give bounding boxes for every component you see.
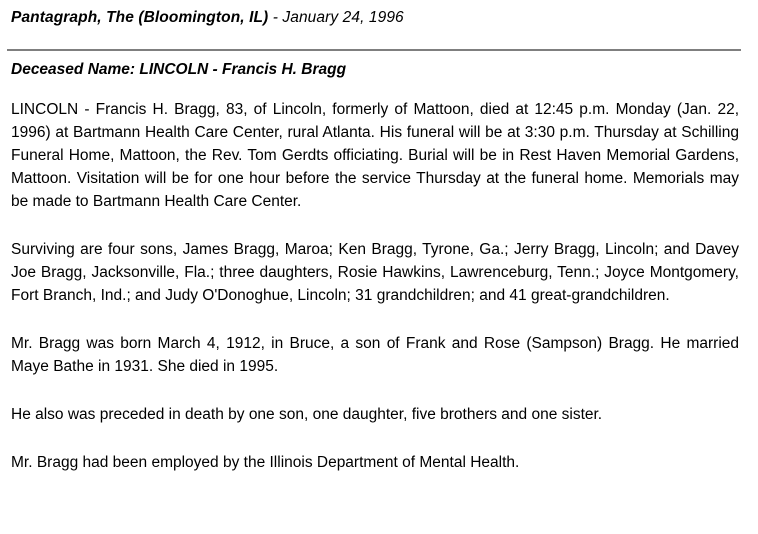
header-divider <box>7 49 741 51</box>
obituary-body <box>11 98 739 499</box>
deceased-name: LINCOLN - Francis H. Bragg <box>139 61 347 78</box>
deceased-label: Deceased Name: <box>11 61 140 78</box>
publication-date: - January 24, 1996 <box>268 9 404 26</box>
deceased-heading <box>11 61 346 79</box>
publication-header <box>11 9 404 27</box>
obituary-paragraph: He also was preceded in death by one son, one daughter, five brothers and one sister. <box>11 406 603 423</box>
obituary-paragraph: Mr. Bragg had been employed by the Illinois Department of Mental Health. <box>11 454 520 471</box>
obituary-paragraph: Surviving are four sons, James Bragg, Maroa; Ken Bragg, Tyrone, Ga.; Jerry Bragg, Lincoln; and Davey Joe Bragg, Jacksonville, Fla.; three daughters, Rosie Hawkins, Lawrenceburg, Tenn.; Joyce Montgomery, Fort Branch, Ind.; and Judy O'Donoghue, Lincoln; 31 grandchildren; and 41 great-grandchildren. <box>11 241 739 304</box>
obituary-paragraph: LINCOLN - Francis H. Bragg, 83, of Lincoln, formerly of Mattoon, died at 12:45 p.m. Monday (Jan. 22, 1996) at Bartmann Health Care Center, rural Atlanta. His funeral will be at 3:30 p.m. Thursday at Schilling Funeral Home, Mattoon, the Rev. Tom Gerdts officiating. Burial will be in Rest Haven Memorial Gardens, Mattoon. Visitation will be for one hour before the service Thursday at the funeral home. Memorials may be made to Bartmann Health Care Center. <box>11 101 739 210</box>
obituary-paragraph: Mr. Bragg was born March 4, 1912, in Bruce, a son of Frank and Rose (Sampson) Bragg. He married Maye Bathe in 1931. She died in 1995. <box>11 335 739 375</box>
publication-source: Pantagraph, The (Bloomington, IL) <box>11 9 269 26</box>
